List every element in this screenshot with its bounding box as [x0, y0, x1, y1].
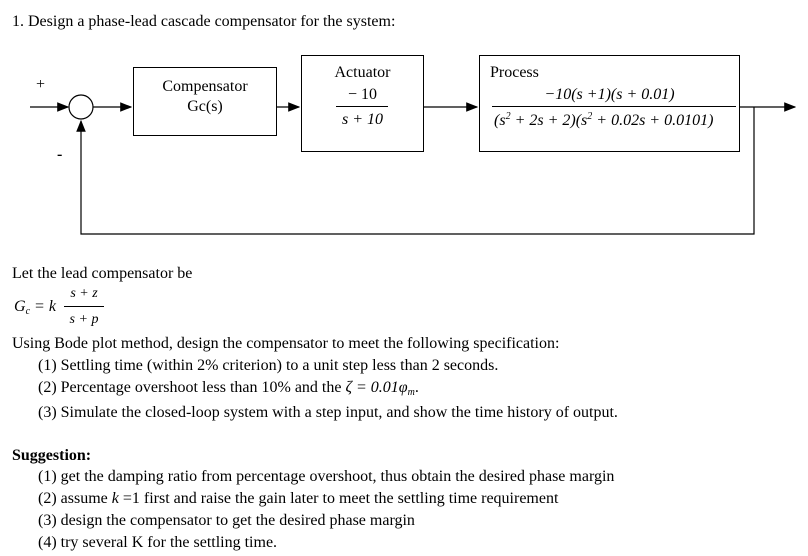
lead-intro-text: Let the lead compensator be	[12, 265, 193, 282]
compensator-transfer-label: Gc(s)	[187, 98, 223, 115]
suggestion-item-4: (4) try several K for the settling time.	[38, 534, 278, 551]
suggestion-title: Suggestion:	[12, 447, 92, 464]
process-denominator: $(s^2 + 2s + 2)(s^2 + 0.02s + 0.0101)$	[494, 111, 714, 129]
actuator-fraction-bar	[336, 106, 388, 107]
gc-formula-fraction-bar	[64, 306, 104, 307]
summing-junction	[69, 95, 93, 119]
damping-formula: ζ = 0.01φ	[345, 379, 408, 396]
actuator-denominator: s + 10	[341, 111, 384, 128]
actuator-numerator: − 10	[347, 86, 378, 103]
spec-item-1: (1) Settling time (within 2% criterion) to a unit step less than 2 seconds.	[38, 357, 499, 374]
process-title: Process	[490, 64, 539, 81]
process-fraction-bar	[492, 106, 736, 107]
spec-item-2: (2) Percentage overshoot less than 10% and the $\zeta = 0.01\varphi_m$.	[38, 379, 419, 398]
minus-sign: -	[57, 146, 63, 163]
actuator-title: Actuator	[334, 64, 391, 81]
process-exponent-1: 2	[505, 111, 511, 122]
gc-formula-denominator: s + p	[69, 312, 99, 327]
suggestion-item-1: (1) get the damping ratio from percentage overshoot, thus obtain the desired phase margin	[38, 468, 615, 485]
method-text: Using Bode plot method, design the compensator to meet the following specification:	[12, 335, 560, 352]
compensator-label: Compensator	[162, 78, 248, 95]
problem-heading: 1. Design a phase-lead cascade compensator for the system:	[12, 13, 396, 30]
gc-formula-lhs: $G_c = k$	[14, 298, 56, 317]
gc-formula-numerator: s + z	[70, 286, 98, 301]
suggestion-item-2: (2) assume k =1 first and raise the gain later to meet the settling time requirement	[38, 490, 559, 507]
plus-sign: +	[36, 76, 46, 93]
spec-item-3: (3) Simulate the closed-loop system with a step input, and show the time history of output.	[38, 404, 618, 421]
process-exponent-2: 2	[587, 111, 593, 122]
process-numerator: −10(s +1)(s + 0.01)	[544, 86, 675, 103]
suggestion-item-3: (3) design the compensator to get the desired phase margin	[38, 512, 415, 529]
